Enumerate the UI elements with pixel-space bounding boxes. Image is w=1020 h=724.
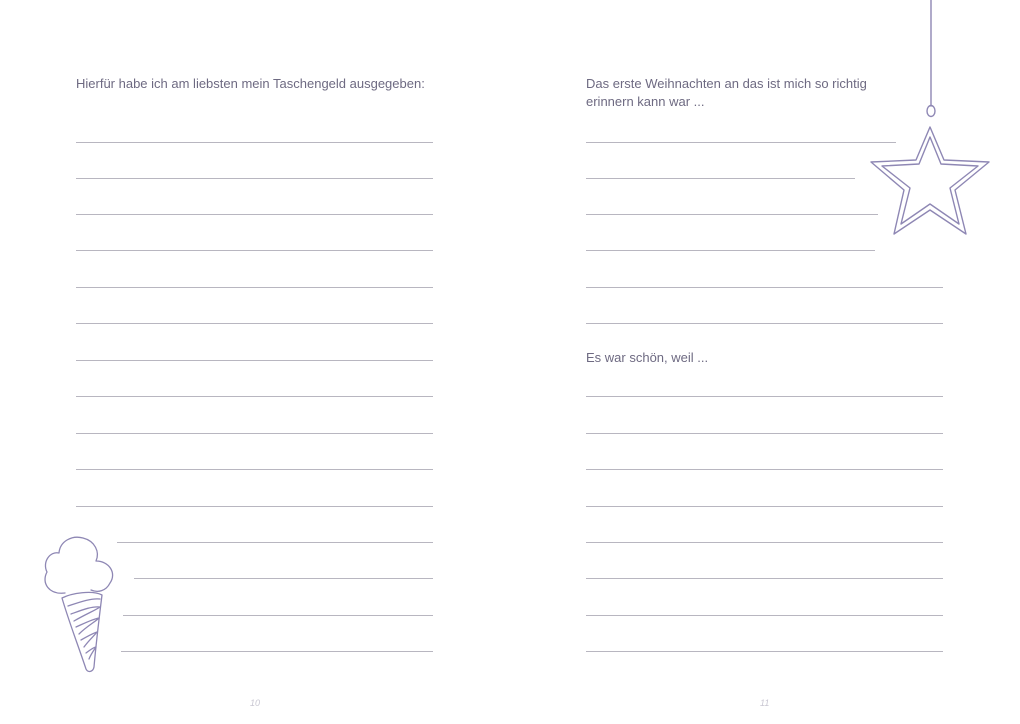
writing-line[interactable]	[586, 578, 943, 579]
writing-line[interactable]	[76, 360, 433, 361]
writing-line[interactable]	[76, 178, 433, 179]
first-christmas-prompt-line-2: erinnern kann war ...	[586, 94, 705, 109]
writing-line[interactable]	[117, 542, 433, 543]
hanging-star-icon	[865, 0, 995, 240]
page-number: 11	[760, 698, 770, 708]
writing-line[interactable]	[586, 615, 943, 616]
it-was-nice-prompt: Es war schön, weil ...	[586, 350, 709, 365]
writing-line[interactable]	[586, 287, 943, 288]
writing-line[interactable]	[134, 578, 433, 579]
first-christmas-prompt-line-1: Das erste Weihnachten an das ist mich so richtig	[586, 76, 867, 91]
writing-line[interactable]	[76, 469, 433, 470]
writing-line[interactable]	[586, 542, 943, 543]
page-number: 10	[250, 698, 261, 708]
writing-line[interactable]	[586, 142, 896, 143]
writing-line[interactable]	[586, 323, 943, 324]
writing-line[interactable]	[76, 142, 433, 143]
writing-line[interactable]	[586, 178, 855, 179]
writing-line[interactable]	[121, 651, 433, 652]
writing-line[interactable]	[76, 396, 433, 397]
ice-cream-cone-icon	[38, 532, 118, 677]
writing-line[interactable]	[76, 287, 433, 288]
writing-line[interactable]	[76, 323, 433, 324]
writing-line[interactable]	[76, 214, 433, 215]
writing-line[interactable]	[76, 433, 433, 434]
writing-line[interactable]	[586, 396, 943, 397]
pocket-money-prompt: Hierfür habe ich am liebsten mein Taschengeld ausgegeben:	[76, 76, 425, 91]
writing-line[interactable]	[76, 506, 433, 507]
writing-line[interactable]	[586, 651, 943, 652]
writing-line[interactable]	[76, 250, 433, 251]
writing-line[interactable]	[586, 214, 878, 215]
writing-line[interactable]	[586, 506, 943, 507]
writing-line[interactable]	[586, 250, 875, 251]
writing-line[interactable]	[123, 615, 433, 616]
writing-line[interactable]	[586, 469, 943, 470]
right-page	[510, 0, 1020, 724]
writing-line[interactable]	[586, 433, 943, 434]
